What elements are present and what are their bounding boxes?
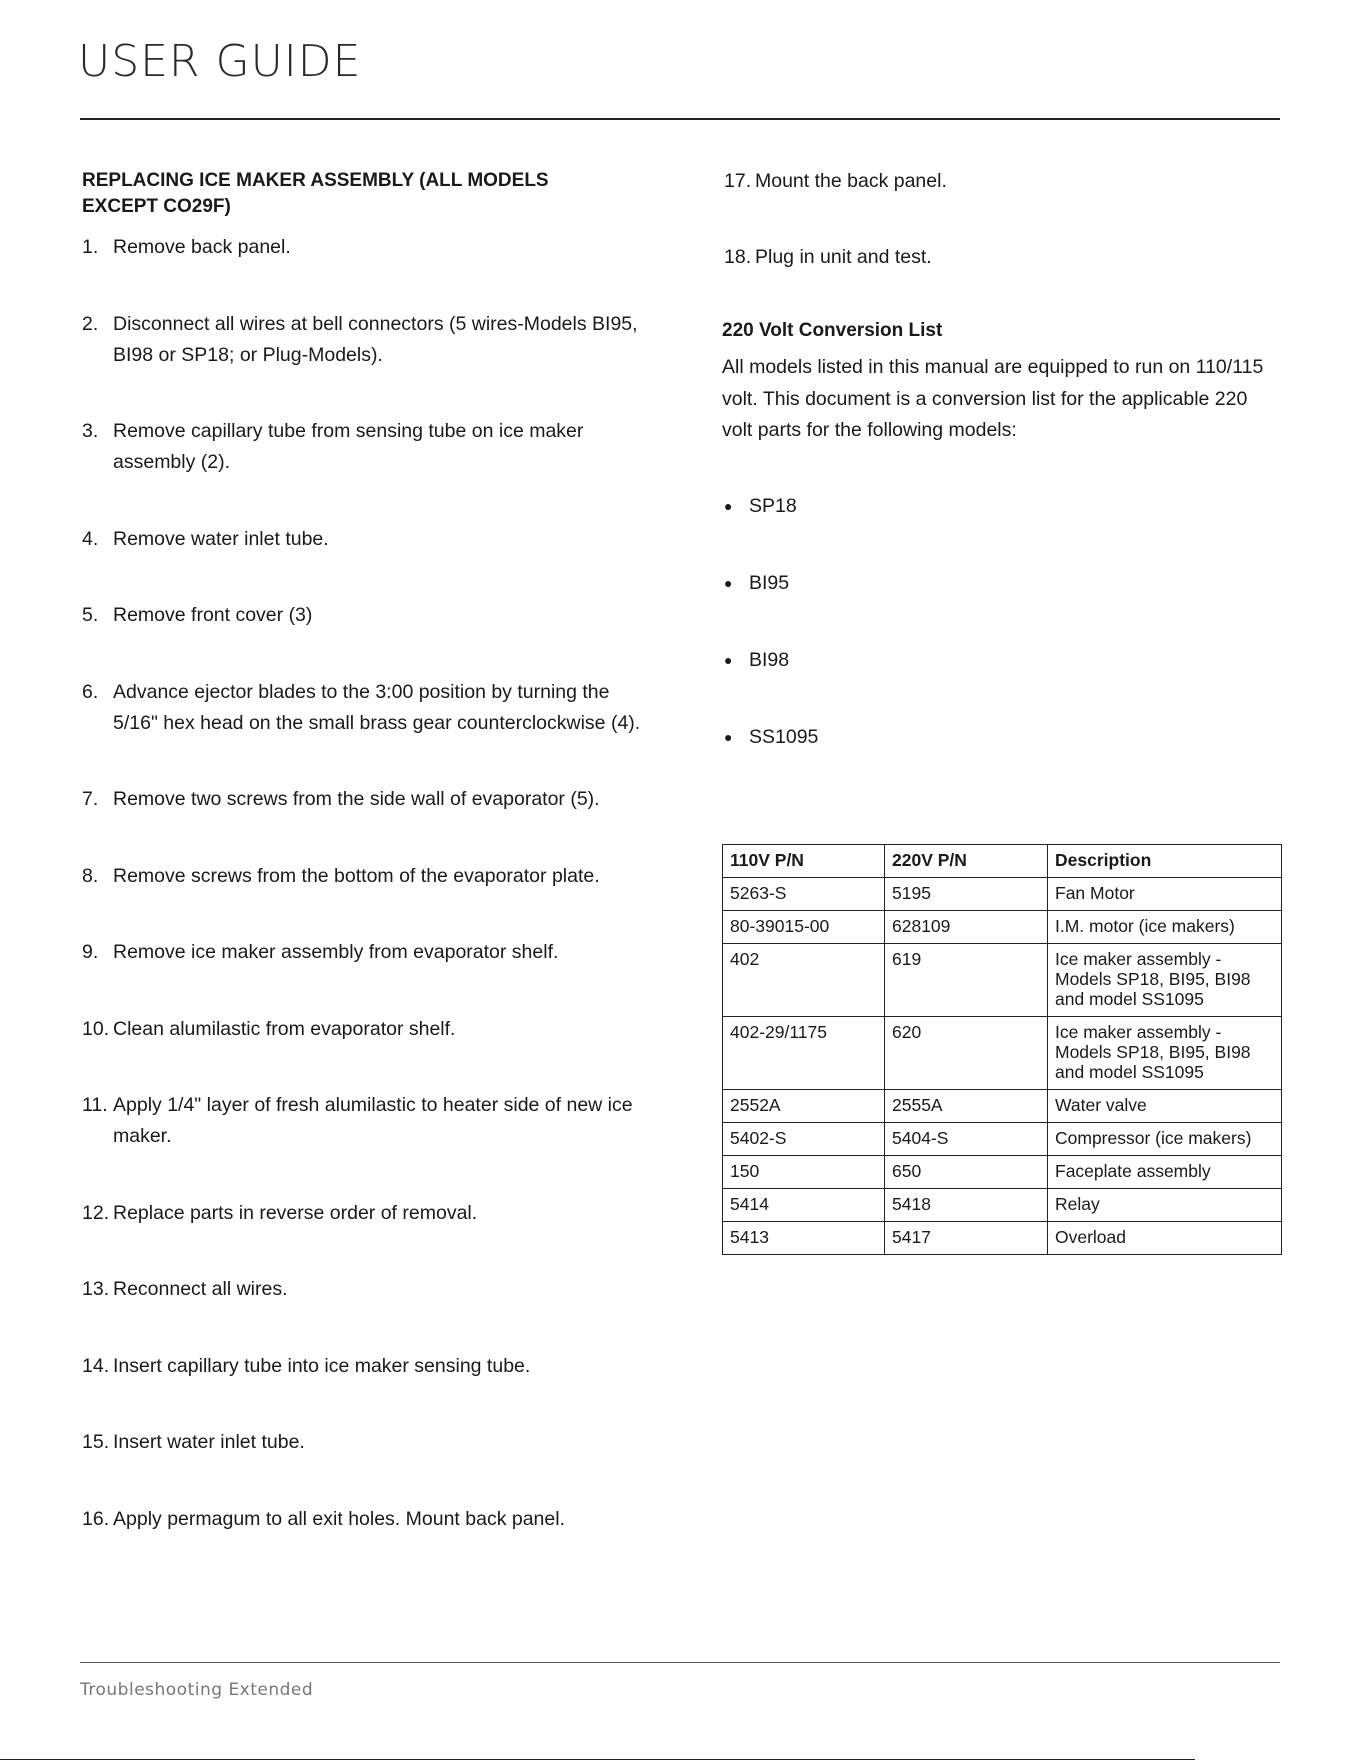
- step-item: [82, 309, 642, 371]
- cell-110v-part: 2552A: [723, 1090, 885, 1123]
- cell-description: Water valve: [1048, 1090, 1282, 1123]
- bullet-icon: ●: [724, 651, 733, 668]
- step-item: [82, 784, 642, 815]
- step-number: 11.: [82, 1094, 108, 1116]
- step-number: 7.: [82, 788, 99, 810]
- step-text: Advance ejector blades to the 3:00 position by turning the 5/16" hex head on the small brass gear counterclockwise (4).: [113, 680, 641, 734]
- step-text: Reconnect all wires.: [113, 1278, 288, 1300]
- step-text: Remove screws from the bottom of the evaporator plate.: [113, 864, 600, 887]
- page-edge-line: [0, 1759, 1195, 1760]
- step-text: Clean alumilastic from evaporator shelf.: [113, 1017, 456, 1040]
- conversion-table: [722, 844, 1282, 1255]
- step-number: 2.: [82, 312, 99, 335]
- step-text: Remove back panel.: [113, 236, 291, 258]
- table-row: [723, 1123, 1282, 1156]
- model-list: [722, 491, 1282, 753]
- table-row: [723, 944, 1282, 1017]
- cell-220v-part: 650: [885, 1156, 1048, 1189]
- step-item: [82, 1504, 642, 1535]
- cell-110v-part: 80-39015-00: [723, 911, 885, 944]
- step-text: Disconnect all wires at bell connectors (5 wires-Models BI95, BI98 or SP18; or Plug-Models).: [113, 312, 638, 366]
- step-item: [82, 677, 642, 739]
- model-list-item: [722, 491, 1282, 522]
- step-number: 17.: [724, 170, 752, 192]
- step-text: Plug in unit and test.: [755, 246, 932, 268]
- model-list-item: [722, 722, 1282, 753]
- cell-110v-part: 5263-S: [723, 878, 885, 911]
- cell-220v-part: 5417: [885, 1222, 1048, 1255]
- model-name: SP18: [749, 494, 797, 517]
- section-heading: [82, 168, 642, 220]
- step-number: 8.: [82, 864, 99, 887]
- step-item: [82, 1014, 642, 1045]
- step-item: [82, 937, 642, 968]
- conversion-intro: All models listed in this manual are equipped to run on 110/115 volt. This document is a conversion list for the applicable 220 volt parts for the following models:: [722, 356, 1264, 441]
- step-item-18: [724, 242, 1282, 273]
- cell-description: Ice maker assembly - Models SP18, BI95, BI98 and model SS1095: [1048, 944, 1282, 1017]
- section-heading-line-2: EXCEPT CO29F): [82, 196, 231, 217]
- table-row: [723, 878, 1282, 911]
- step-text: Insert capillary tube into ice maker sensing tube.: [113, 1354, 531, 1377]
- step-number: 16.: [82, 1507, 110, 1530]
- step-number: 1.: [82, 236, 99, 258]
- step-number: 5.: [82, 604, 99, 626]
- step-item: [82, 232, 642, 263]
- step-text: Apply 1/4" layer of fresh alumilastic to heater side of new ice maker.: [113, 1094, 633, 1147]
- cell-110v-part: 5414: [723, 1189, 885, 1222]
- step-item: [82, 524, 642, 555]
- step-item: [82, 600, 642, 631]
- step-item: [82, 1274, 642, 1305]
- cell-220v-part: 620: [885, 1017, 1048, 1090]
- right-column: [722, 166, 1282, 799]
- step-number: 18.: [724, 246, 752, 268]
- footer-divider: [80, 1662, 1280, 1663]
- table-row: [723, 1017, 1282, 1090]
- cell-110v-part: 402: [723, 944, 885, 1017]
- page-title: USER GUIDE: [78, 36, 362, 87]
- section-heading-line-1: REPLACING ICE MAKER ASSEMBLY (ALL MODELS: [82, 170, 549, 191]
- step-item: [82, 861, 642, 892]
- table-row: [723, 1189, 1282, 1222]
- step-number: 15.: [82, 1431, 110, 1453]
- step-number: 13.: [82, 1278, 110, 1300]
- cell-description: Faceplate assembly: [1048, 1156, 1282, 1189]
- model-list-item: [722, 645, 1282, 676]
- step-text: Remove ice maker assembly from evaporator shelf.: [113, 941, 559, 963]
- cell-110v-part: 402-29/1175: [723, 1017, 885, 1090]
- table-header-row: [723, 845, 1282, 878]
- column-header-110v: 110V P/N: [723, 845, 885, 878]
- step-number: 4.: [82, 527, 99, 550]
- table-row: [723, 1090, 1282, 1123]
- step-number: 12.: [82, 1201, 110, 1224]
- cell-220v-part: 619: [885, 944, 1048, 1017]
- step-item: [82, 1427, 642, 1458]
- bullet-icon: ●: [724, 574, 733, 591]
- left-column: [82, 168, 642, 1580]
- step-text: Replace parts in reverse order of removal.: [113, 1201, 478, 1224]
- step-text: Remove capillary tube from sensing tube on ice maker assembly (2).: [113, 420, 584, 473]
- column-header-220v: 220V P/N: [885, 845, 1048, 878]
- header-divider: [80, 118, 1280, 120]
- step-item: [82, 1198, 642, 1229]
- cell-description: Relay: [1048, 1189, 1282, 1222]
- model-name: BI98: [749, 648, 790, 671]
- replacement-steps-list: [82, 232, 642, 1535]
- step-text: Apply permagum to all exit holes. Mount back panel.: [113, 1507, 565, 1530]
- footer-text: Troubleshooting Extended: [80, 1680, 314, 1700]
- step-text: Remove front cover (3): [113, 604, 313, 626]
- conversion-heading: 220 Volt Conversion List: [722, 320, 943, 341]
- cell-description: Compressor (ice makers): [1048, 1123, 1282, 1156]
- model-list-item: [722, 568, 1282, 599]
- step-item: [82, 1351, 642, 1382]
- step-number: 6.: [82, 680, 99, 703]
- cell-220v-part: 5418: [885, 1189, 1048, 1222]
- step-number: 10.: [82, 1017, 110, 1040]
- table-row: [723, 911, 1282, 944]
- cell-description: I.M. motor (ice makers): [1048, 911, 1282, 944]
- table-row: [723, 1222, 1282, 1255]
- bullet-icon: ●: [724, 497, 733, 514]
- cell-description: Fan Motor: [1048, 878, 1282, 911]
- step-text: Insert water inlet tube.: [113, 1431, 305, 1453]
- step-item-17: [724, 166, 1282, 197]
- bullet-icon: ●: [724, 728, 733, 745]
- step-text: Remove water inlet tube.: [113, 527, 329, 550]
- step-item: [82, 1090, 642, 1152]
- model-name: SS1095: [749, 725, 819, 748]
- step-text: Mount the back panel.: [755, 170, 947, 192]
- step-number: 3.: [82, 420, 99, 442]
- cell-description: Ice maker assembly - Models SP18, BI95, BI98 and model SS1095: [1048, 1017, 1282, 1090]
- cell-110v-part: 5413: [723, 1222, 885, 1255]
- cell-220v-part: 5404-S: [885, 1123, 1048, 1156]
- column-header-description: Description: [1048, 845, 1282, 878]
- step-item: [82, 416, 642, 478]
- step-number: 9.: [82, 941, 99, 963]
- cell-description: Overload: [1048, 1222, 1282, 1255]
- cell-110v-part: 150: [723, 1156, 885, 1189]
- cell-220v-part: 2555A: [885, 1090, 1048, 1123]
- cell-220v-part: 5195: [885, 878, 1048, 911]
- model-name: BI95: [749, 571, 790, 594]
- cell-110v-part: 5402-S: [723, 1123, 885, 1156]
- table-row: [723, 1156, 1282, 1189]
- step-number: 14.: [82, 1354, 110, 1377]
- step-text: Remove two screws from the side wall of evaporator (5).: [113, 788, 600, 810]
- cell-220v-part: 628109: [885, 911, 1048, 944]
